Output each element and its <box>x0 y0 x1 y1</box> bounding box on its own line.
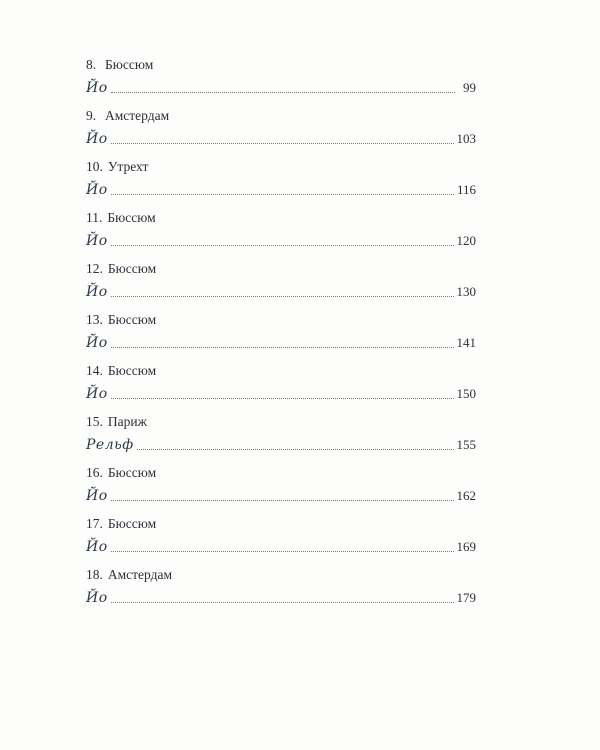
chapter-place: Париж <box>107 414 147 429</box>
toc-entry-line <box>86 535 476 557</box>
toc-entry-line <box>86 484 476 506</box>
toc-entry <box>86 207 476 258</box>
dot-leader <box>111 193 454 195</box>
toc-entry-line <box>86 178 476 200</box>
dot-leader <box>111 601 454 603</box>
toc-entry <box>86 156 476 207</box>
chapter-number: 15. <box>86 414 103 429</box>
chapter-narrator: Йо <box>86 182 108 198</box>
toc-entry-heading <box>86 54 476 76</box>
toc-entry-line <box>86 127 476 149</box>
toc-entry <box>86 309 476 360</box>
dot-leader <box>111 244 454 246</box>
chapter-number: 18. <box>86 567 103 582</box>
toc-entry-heading <box>86 513 476 535</box>
chapter-place: Бюссюм <box>105 57 154 72</box>
chapter-number: 10. <box>86 159 103 174</box>
chapter-number: 9. <box>86 108 97 123</box>
chapter-place: Бюссюм <box>107 210 156 225</box>
dot-leader <box>111 499 454 501</box>
toc-entry <box>86 54 476 105</box>
dot-leader <box>111 91 455 93</box>
chapter-place: Амстердам <box>107 567 173 582</box>
toc-entry <box>86 360 476 411</box>
page-number: 162 <box>456 488 476 503</box>
chapter-place: Утрехт <box>107 159 149 174</box>
dot-leader <box>111 346 454 348</box>
toc-entry-line <box>86 280 476 302</box>
toc-entry-heading <box>86 105 476 127</box>
page-number: 179 <box>456 590 476 605</box>
page-number: 150 <box>456 386 476 401</box>
page-number: 116 <box>456 182 476 197</box>
page-number: 103 <box>456 131 476 146</box>
chapter-place: Бюссюм <box>107 465 157 480</box>
chapter-narrator: Йо <box>86 131 108 147</box>
toc-entry-line <box>86 382 476 404</box>
toc-entry-line <box>86 76 476 98</box>
toc-entry <box>86 462 476 513</box>
toc-entry-heading <box>86 309 476 331</box>
page-number: 120 <box>456 233 476 248</box>
chapter-number: 11. <box>86 210 103 225</box>
chapter-narrator: Йо <box>86 233 108 249</box>
chapter-place: Бюссюм <box>107 312 157 327</box>
page-number: 141 <box>456 335 476 350</box>
toc-entry-heading <box>86 411 476 433</box>
toc-entry-line <box>86 586 476 608</box>
page-number: 99 <box>463 80 476 95</box>
toc-entry-heading <box>86 207 476 229</box>
chapter-narrator: Йо <box>86 539 108 555</box>
page-number: 169 <box>456 539 476 554</box>
chapter-number: 8. <box>86 57 97 72</box>
page-number: 130 <box>456 284 476 299</box>
dot-leader <box>111 397 454 399</box>
chapter-narrator: Йо <box>86 590 108 606</box>
chapter-number: 17. <box>86 516 103 531</box>
dot-leader <box>137 448 454 450</box>
toc-entry-line <box>86 229 476 251</box>
chapter-number: 13. <box>86 312 103 327</box>
chapter-place: Амстердам <box>105 108 170 123</box>
chapter-number: 14. <box>86 363 103 378</box>
chapter-narrator: Йо <box>86 488 108 504</box>
toc-entry-heading <box>86 462 476 484</box>
chapter-place: Бюссюм <box>107 516 157 531</box>
dot-leader <box>111 142 454 144</box>
toc-entry <box>86 105 476 156</box>
toc-entry-heading <box>86 564 476 586</box>
dot-leader <box>111 295 454 297</box>
toc-entry-heading <box>86 258 476 280</box>
toc-entry <box>86 564 476 615</box>
chapter-narrator: Йо <box>86 386 108 402</box>
dot-leader <box>111 550 454 552</box>
toc-entry <box>86 258 476 309</box>
chapter-place: Бюссюм <box>107 363 157 378</box>
toc-entry-heading <box>86 360 476 382</box>
toc-entry-heading <box>86 156 476 178</box>
chapter-narrator: Йо <box>86 80 108 96</box>
table-of-contents <box>86 54 476 615</box>
toc-entry-line <box>86 433 476 455</box>
chapter-narrator: Йо <box>86 335 108 351</box>
toc-entry-line <box>86 331 476 353</box>
chapter-narrator: Рельф <box>86 437 134 453</box>
chapter-place: Бюссюм <box>107 261 157 276</box>
toc-entry <box>86 411 476 462</box>
page-number: 155 <box>456 437 476 452</box>
chapter-number: 12. <box>86 261 103 276</box>
toc-entry <box>86 513 476 564</box>
chapter-narrator: Йо <box>86 284 108 300</box>
chapter-number: 16. <box>86 465 103 480</box>
